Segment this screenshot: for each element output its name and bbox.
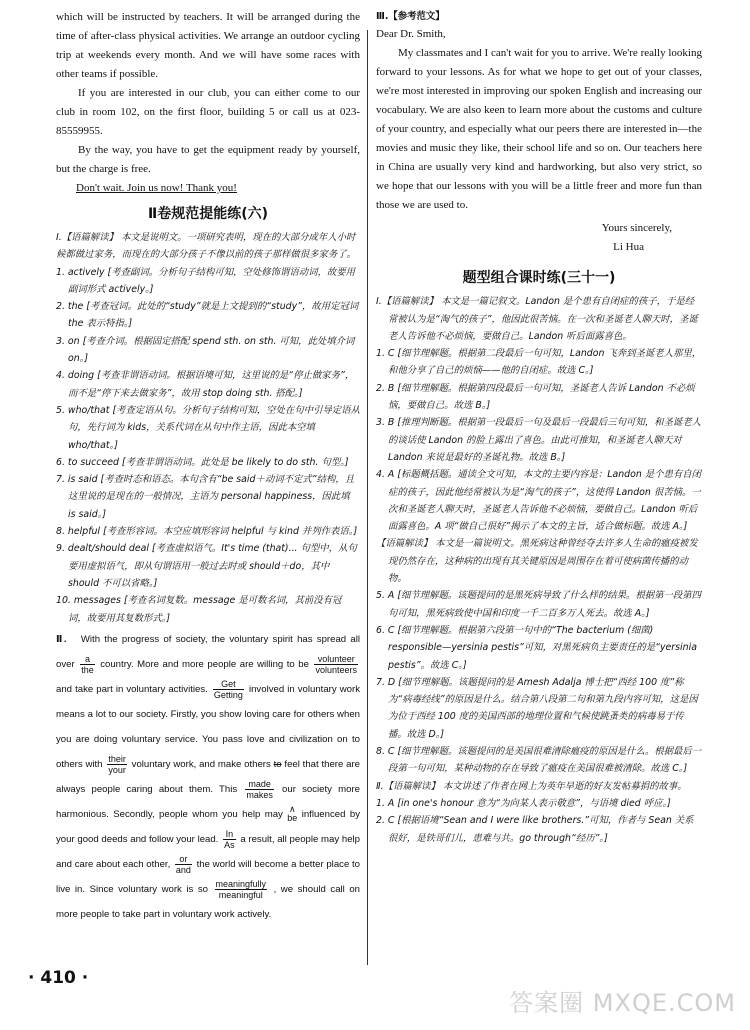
answer-item: 1. A [in one's honour 意为“为向某人表示敬意”，与语境 died 呼应。] xyxy=(376,797,671,809)
part1-intro: Ⅰ.【语篇解读】 本文是说明文。一项研究表明，现在的大部分成年人小时候都做过家务，而现在的大部分孩子不像以前的孩子那样做很多家务了。 xyxy=(56,232,357,261)
answer-item: 5. A [细节理解题。该题提问的是黑死病导致了什么样的结果。根据第一段第四句可知，黑死病致使中国和印度一千二百多万人死去。故选 A。] xyxy=(376,590,701,619)
cloze-text: a result, all people may help and care about each other, xyxy=(56,833,361,870)
answer-item: 2. the [考查冠词。此处的“study”就是上文提到的“study”，故用定冠词 the 表示特指。] xyxy=(56,301,359,330)
correction-fraction: a the xyxy=(81,653,94,675)
answer-list xyxy=(376,293,702,847)
answer-item: 【语篇解读】 本文是一篇说明文。黑死病这种曾经夺去许多人生命的瘟疫被发现仍然存在，这种病的出现有其关键原因是周围存在着可使病菌传播的动物。 xyxy=(376,538,698,585)
page-number: · 410 · xyxy=(28,968,89,988)
cloze-text: the world will become a better place to live in. Since voluntary work is so xyxy=(56,858,360,895)
answer-item: 1. C [细节理解题。根据第二段最后一句可知，Landon 飞奔到圣诞老人那里，和他分享了自己的烦恼——他的自闭症。故选 C。] xyxy=(376,348,702,377)
correction-fraction: made makes xyxy=(246,778,273,800)
answer-item: 8. helpful [考查形容词。本空应填形容词 helpful 与 kind 并列作表语。] xyxy=(56,526,358,538)
sample-label: Ⅲ.【参考范文】 xyxy=(376,11,445,22)
answer-item: 3. on [考查介词。根据固定搭配 spend sth. on sth. 可知，此处填介词 on。] xyxy=(56,335,355,365)
letter-salutation: Dear Dr. Smith, xyxy=(376,28,446,41)
answer-item: Ⅰ.【语篇解读】 本文是一篇记叙文。Landon 是个患有自闭症的孩子，于是经常被认为是“淘气的孩子”，他因此很苦恼。在一次和圣诞老人聊天时，圣诞老人告诉他不必烦恼，要做自己。Landon 听后面露喜色。 xyxy=(376,296,698,342)
answer-item: 2. C [根据语境“Sean and I were like brothers.”可知，作者与 Sean 关系很好，是铁哥们儿，患难与共。go through“经历”。] xyxy=(376,815,694,844)
cloze-text: and take part in voluntary activities. xyxy=(56,683,208,695)
cloze-text: With the progress of society, the voluntary spirit has spread all over xyxy=(56,633,360,670)
answer-item: 7. is said [考查时态和语态。本句含有“be said＋动词不定式”结构，且这里说的是现在的一般情况，主语为 personal happiness，因此填 is said。] xyxy=(56,474,355,520)
passage-sign-off: Don't wait. Join us now! Thank you! xyxy=(76,182,237,194)
correction-fraction: meaningfully meaningful xyxy=(215,878,267,900)
watermark-logo: 答案圈 MXQE.COM xyxy=(509,989,736,1017)
cloze-text: voluntary work, and make others xyxy=(131,758,271,770)
cloze-text: involved in voluntary work means a lot to our society. Firstly, you show loving care for others when you are doing voluntary service. You pass love and civilization on to others with xyxy=(56,683,360,770)
cloze-label: Ⅱ. xyxy=(56,633,67,645)
struck-word: to xyxy=(273,758,282,770)
letter-signature: Li Hua xyxy=(613,241,644,254)
answer-item: 2. B [细节理解题。根据第四段最后一句可知，圣诞老人告诉 Landon 不必烦恼，要做自己。故选 B。] xyxy=(376,382,695,412)
cloze-passage xyxy=(56,627,360,927)
letter-body: My classmates and I can't wait for you to arrive. We're really looking forward to your lessons. As for what we hope to get out of your classes, we're most interested in improving our spoken English and increasing our vocabulary. We are also keen to learn more about the customs and culture of your country, and especially what our peers there are interested in—the movies and music they like, their school life and so on. Our teachers here in China are usually very kind and hardworking, but also very strict, so we hope that our lessons with you will be a little freer and more fun than those we are used to. xyxy=(376,47,702,212)
correction-fraction: or and xyxy=(175,853,191,875)
section-title: Ⅱ卷规范提能练(六) xyxy=(147,206,269,222)
answer-item: Ⅱ.【语篇解读】 本文讲述了作者在网上为英年早逝的好友发帖募捐的故事。 xyxy=(376,780,687,792)
answer-item: 4. doing [考查非谓语动词。根据语境可知，这里说的是“停止做家务”，而不是“停下来去做家务”，故用 stop doing sth. 搭配。] xyxy=(56,370,355,399)
cloze-text: country. More and more people are willing to be xyxy=(100,658,309,670)
letter-closing: Yours sincerely, xyxy=(601,222,672,235)
cloze-text: influenced by your good deeds and follow your lead. xyxy=(56,808,360,845)
answer-item: 4. A [标题概括题。通读全文可知，本文的主要内容是：Landon 是个患有自闭症的孩子，因此他经常被认为是“淘气的孩子”，这使得 Landon 很苦恼。一次和圣诞老人聊天时，圣诞老人告诉他不必烦恼，要做自己。Landon 听后面露喜色。A 项“做自己很好”揭示了本文的主旨，适合做标题。故选 A。] xyxy=(376,469,701,533)
section-title: 题型组合课时练(三十一) xyxy=(462,270,616,287)
correction-fraction: their your xyxy=(108,753,126,775)
answer-item: 3. B [推理判断题。根据第一段最后一句及最后一段最后三句可知，和圣诞老人的谈话使 Landon 的脸上露出了喜色。由此可推知，和圣诞老人聊天对 Landon 来说是最好的圣诞礼物。故选 B。] xyxy=(376,417,701,463)
passage-paragraph: If you are interested in our club, you can either come to our club in room 102, on the first floor, building 5 or call us at 023-85559955. xyxy=(56,87,360,137)
cloze-text: our society more harmonious. Secondly, people whom you help may xyxy=(56,783,360,820)
answer-item: 10. messages [考查名词复数。message 是可数名词，其前没有冠词，故要用其复数形式。] xyxy=(56,595,342,624)
cloze-text: , we should call on more people to take part in voluntary work actively. xyxy=(56,883,361,920)
insertion-mark: ∧ be xyxy=(287,804,298,824)
answer-item: 1. actively [考查副词。分析句子结构可知，空处修饰谓语动词，故要用副词形式 actively。] xyxy=(56,266,355,295)
answer-item: 7. D [细节理解题。该题提问的是 Amesh Adalja 博士把“西经 100 度”称为“病毒经线”的原因是什么。结合第八段第二句和第九段内容可知，这是因为位于西经 100 度的美国西部的地理位置和气候使跳蚤类的病毒易于传播。故选 D。] xyxy=(376,676,698,740)
correction-fraction: $\frac{In}{As}$ xyxy=(224,828,235,850)
answer-item: 8. C [细节理解题。该题提问的是美国很难清除瘟疫的原因是什么。根据最后一段第一句可知，某种动物的存在导致了瘟疫在美国很难被清除。故选 C。] xyxy=(376,746,702,775)
left-column xyxy=(56,8,360,927)
answer-list xyxy=(56,264,360,627)
answer-item: 6. C [细节理解题。根据第六段第一句中的“The bacterium (细菌) responsible—yersinia pestis”可知，对黑死病负主要责任的是“yersinia pestis”。故选 C。] xyxy=(376,624,697,671)
correction-fraction: Get Getting xyxy=(213,678,243,700)
answer-item: 9. dealt/should deal [考查虚拟语气。It's time (that)... 句型中，从句要用虚拟语气，即从句谓语用一般过去时或 should＋do，其中 should 不可以省略。] xyxy=(56,543,357,589)
answer-item: 5. who/that [考查定语从句。分析句子结构可知，空处在句中引导定语从句，先行词为 kids，关系代词在从句中作主语，因此本空填 who/that。] xyxy=(56,404,360,451)
answer-item: 6. to succeed [考查非谓语动词。此处是 be likely to do sth. 句型。] xyxy=(56,456,349,468)
passage-paragraph: which will be instructed by teachers. It will be arranged during the time of after-class physical activities. We arrange an outdoor cycling trip at weekends every month. And we will have some races with other teams if possible. xyxy=(56,11,360,80)
column-divider xyxy=(367,30,368,965)
right-column xyxy=(376,8,702,847)
correction-fraction: volunteer volunteers xyxy=(315,653,357,675)
cloze-text: feel that there are always people caring about them. This xyxy=(56,758,360,795)
passage-paragraph: By the way, you have to get the equipment ready by yourself, but the charge is free. xyxy=(56,144,360,175)
